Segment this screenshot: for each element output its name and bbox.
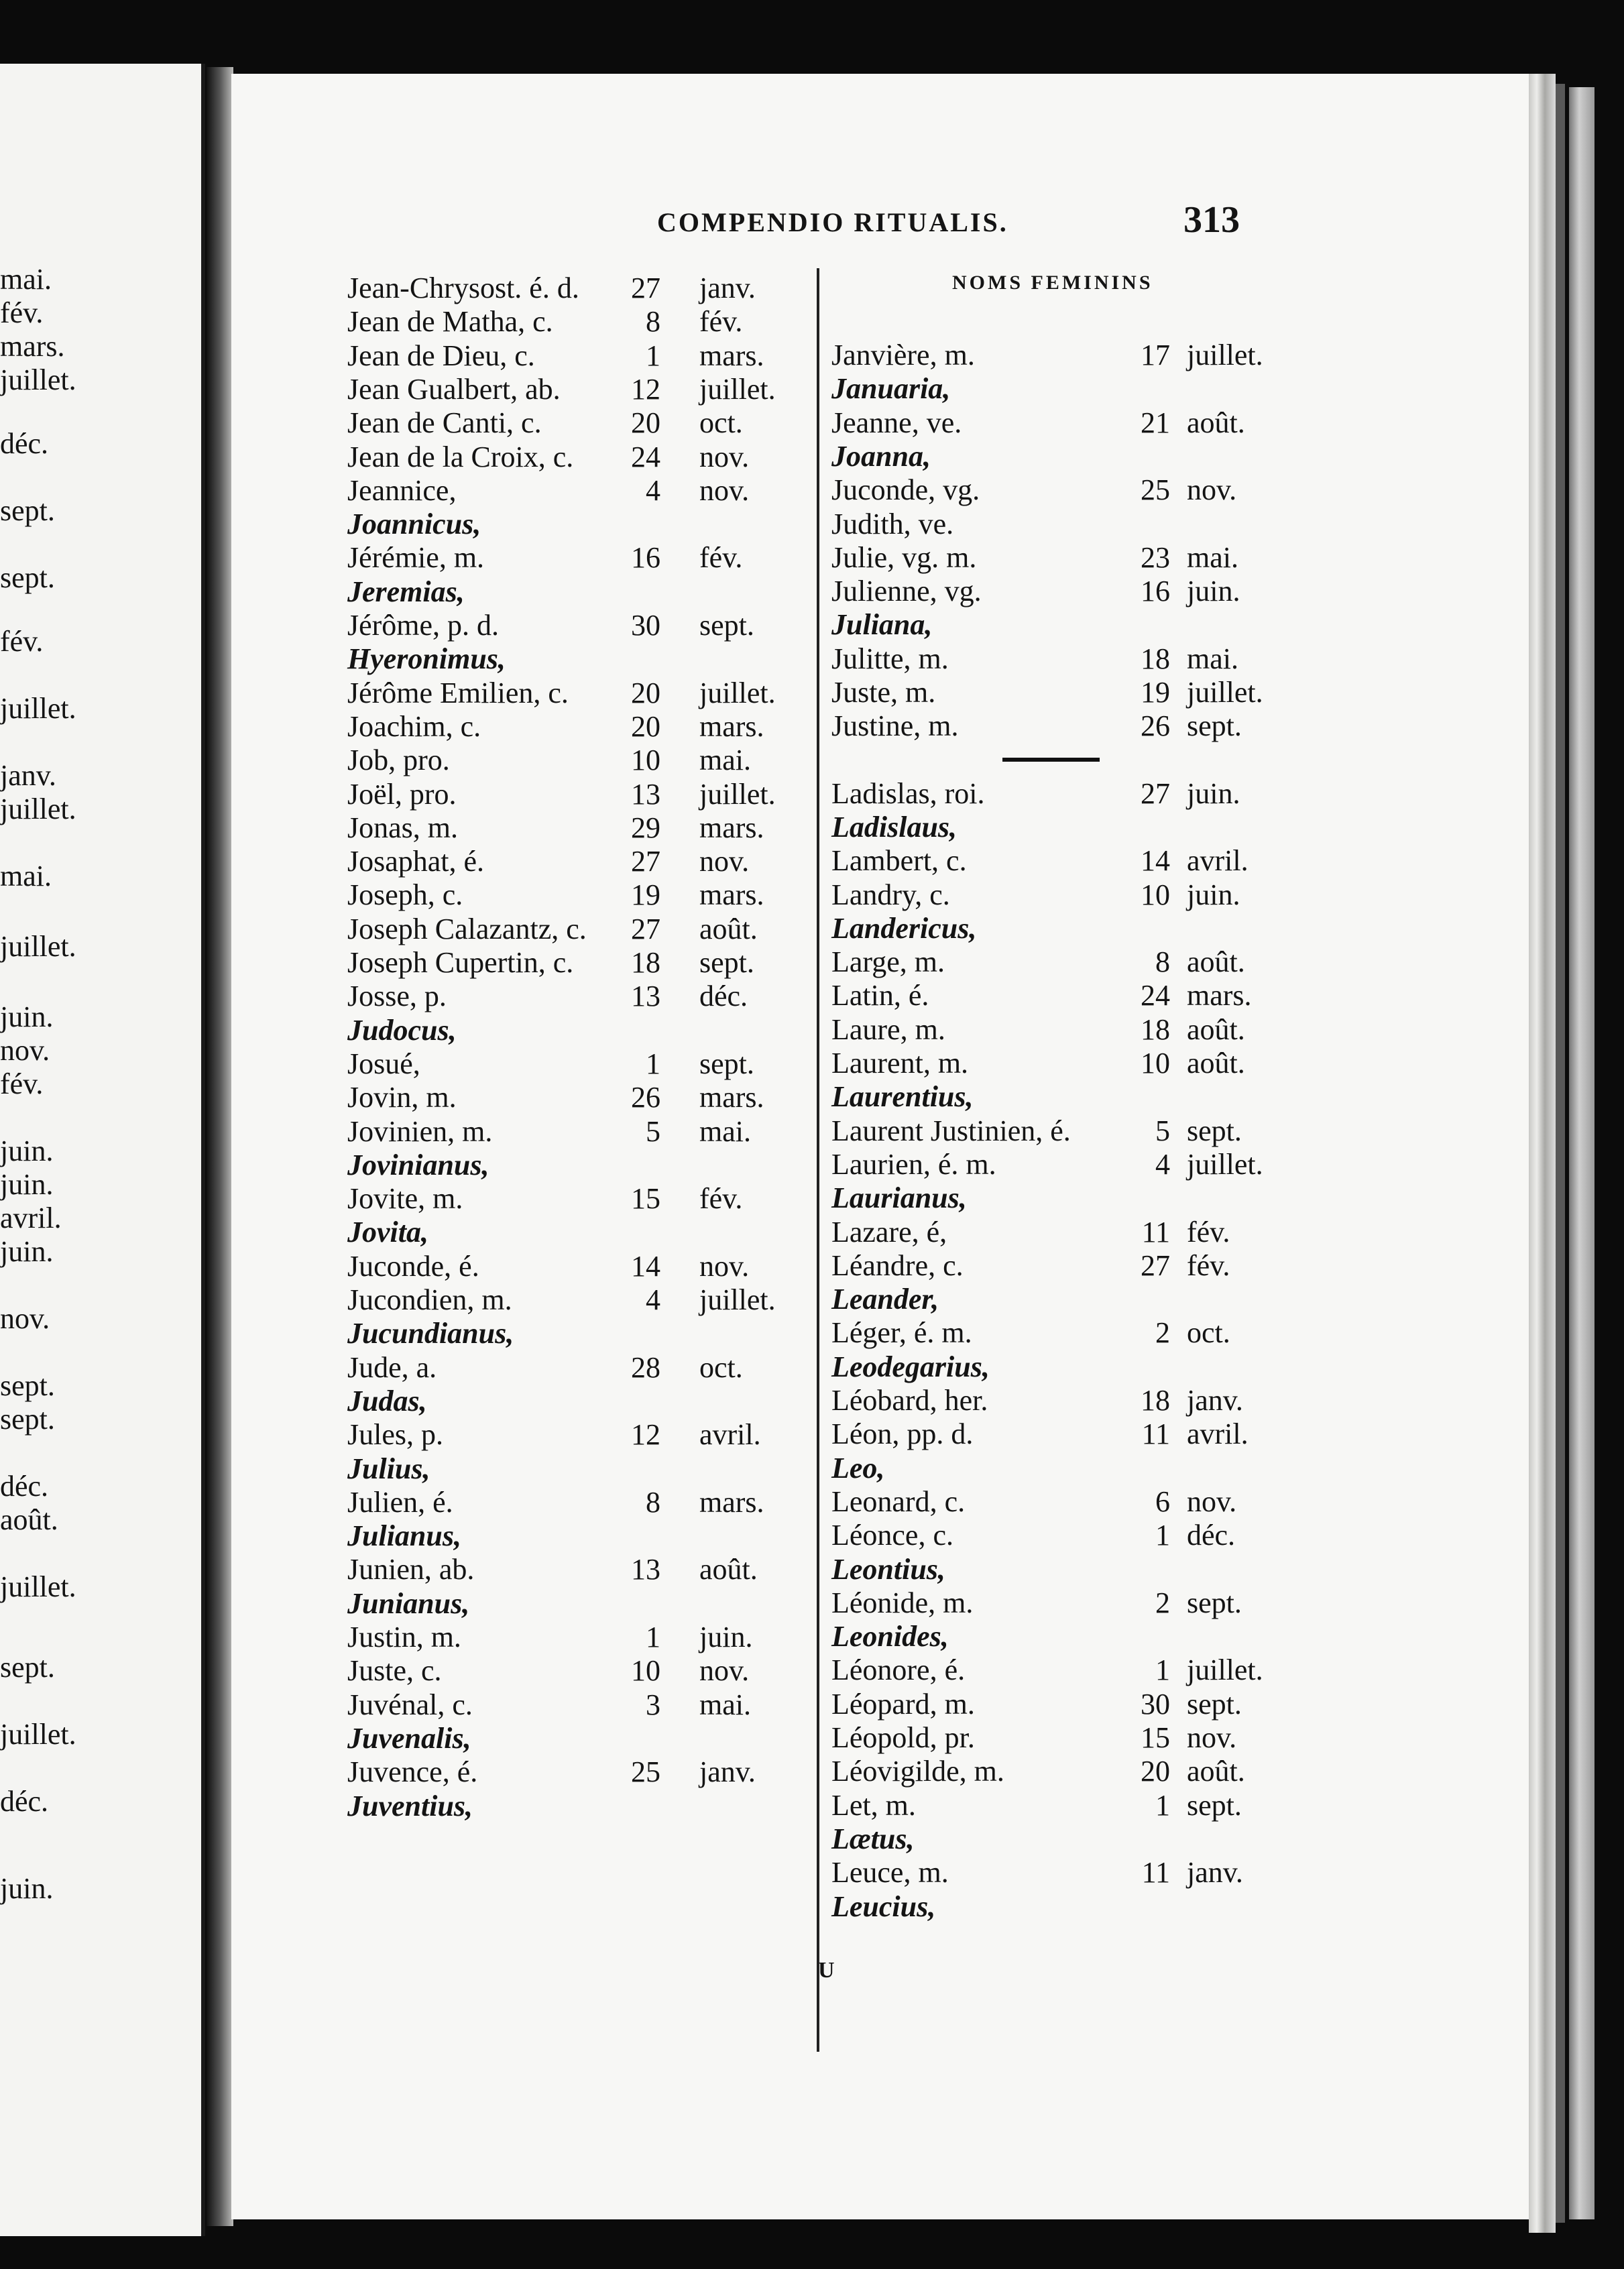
latin-name: Leonides, — [831, 1620, 949, 1653]
latin-name: Lætus, — [831, 1822, 915, 1855]
feast-month: avril. — [1187, 1417, 1249, 1451]
feast-month: nov. — [699, 440, 750, 473]
feast-month: mars. — [699, 1081, 764, 1114]
latin-name: Laurentius, — [831, 1080, 974, 1114]
left-page-text: déc. — [0, 1470, 49, 1503]
feast-month: nov. — [699, 845, 750, 878]
left-page-text: juillet. — [0, 1718, 76, 1751]
feast-day: 1 — [646, 1047, 660, 1080]
feast-day: 4 — [646, 473, 660, 507]
feast-month: sept. — [699, 946, 754, 979]
left-page-text: juillet. — [0, 930, 76, 963]
latin-name: Judas, — [347, 1384, 427, 1417]
saint-name: Julitte, m. — [831, 642, 949, 675]
left-page-text: sept. — [0, 1403, 55, 1436]
latin-name: Ladislaus, — [831, 810, 958, 843]
feast-day: 24 — [1141, 979, 1170, 1012]
feast-month: nov. — [1187, 473, 1237, 507]
saint-name: Léonide, m. — [831, 1586, 974, 1619]
feast-day: 15 — [631, 1182, 660, 1216]
saint-name: Josaphat, é. — [347, 845, 485, 878]
feast-month: fév. — [1187, 1248, 1230, 1282]
feast-day: 19 — [631, 878, 660, 912]
left-page-text: avril. — [0, 1202, 62, 1234]
feast-month: nov. — [699, 473, 750, 507]
feast-day: 20 — [1141, 1755, 1170, 1788]
saint-name: Juconde, vg. — [831, 473, 980, 507]
feast-month: juin. — [699, 1621, 753, 1653]
saint-name: Léonore, é. — [831, 1653, 966, 1687]
feast-month: juillet. — [1187, 1147, 1263, 1181]
feast-day: 16 — [1141, 575, 1170, 608]
feast-day: 1 — [1155, 1653, 1170, 1687]
feast-day: 26 — [1141, 709, 1170, 743]
feast-month: mars. — [1187, 979, 1252, 1012]
feast-day: 1 — [1155, 1788, 1170, 1822]
feast-month: nov. — [1187, 1721, 1237, 1754]
left-page-text: déc. — [0, 427, 49, 460]
saint-name: Justine, m. — [831, 709, 959, 743]
feast-day: 18 — [1141, 1384, 1170, 1417]
left-page-text: nov. — [0, 1302, 50, 1335]
latin-name: Jovita, — [347, 1216, 428, 1249]
latin-name: Judocus, — [347, 1013, 457, 1047]
latin-name: Juventius, — [347, 1789, 473, 1822]
latin-name: Julianus, — [347, 1519, 461, 1553]
feast-day: 18 — [1141, 1012, 1170, 1046]
saint-name: Jean de Dieu, c. — [347, 339, 535, 372]
left-page-text: juin. — [0, 1000, 54, 1033]
saint-name: Let, m. — [831, 1788, 916, 1822]
saint-name: Joachim, c. — [347, 709, 481, 743]
saint-name: Juste, c. — [347, 1654, 442, 1688]
latin-name: Juvenalis, — [347, 1721, 471, 1755]
saint-name: Landry, c. — [831, 878, 950, 911]
latin-name: Julius, — [347, 1452, 430, 1485]
feast-day: 29 — [631, 811, 660, 844]
left-page-text: nov. — [0, 1034, 50, 1067]
saint-name: Lambert, c. — [831, 844, 967, 878]
feast-month: août. — [1187, 1012, 1245, 1046]
saint-name: Jeannice, — [347, 473, 457, 507]
feast-month: sept. — [699, 609, 754, 642]
left-page-text: sept. — [0, 1369, 55, 1402]
feast-day: 10 — [631, 744, 660, 777]
feast-day: 11 — [1141, 1417, 1170, 1451]
latin-name: Leander, — [831, 1283, 939, 1316]
saint-name: Juvence, é. — [347, 1755, 478, 1789]
saint-name: Laurien, é. m. — [831, 1147, 996, 1181]
saint-name: Léopard, m. — [831, 1687, 975, 1721]
latin-name: Landericus, — [831, 911, 977, 945]
feast-day: 24 — [631, 440, 660, 473]
feast-month: août. — [1187, 1047, 1245, 1080]
saint-name: Joseph, c. — [347, 878, 463, 912]
feast-day: 14 — [631, 1249, 660, 1283]
latin-name: Jovinianus, — [347, 1148, 489, 1181]
feast-month: mars. — [699, 878, 764, 912]
feast-month: déc. — [1187, 1519, 1236, 1552]
saint-name: Léopold, pr. — [831, 1721, 975, 1754]
feast-day: 30 — [1141, 1687, 1170, 1721]
feast-day: 12 — [631, 372, 660, 406]
saint-name: Léonce, c. — [831, 1519, 953, 1552]
saint-name: Laure, m. — [831, 1012, 945, 1046]
saint-name: Jérémie, m. — [347, 541, 485, 575]
saint-name: Laurent Justinien, é. — [831, 1114, 1071, 1147]
feast-month: avril. — [1187, 844, 1249, 878]
latin-name: Joanna, — [831, 439, 931, 473]
feast-month: mars. — [699, 811, 764, 844]
feast-month: fév. — [699, 541, 743, 575]
section-title: NOMS FEMININS — [952, 272, 1153, 294]
saint-name: Judith, ve. — [831, 507, 954, 540]
gutter-shadow — [207, 67, 233, 2226]
feast-day: 27 — [631, 845, 660, 878]
feast-month: fév. — [699, 1182, 743, 1216]
feast-day: 20 — [631, 406, 660, 440]
feast-month: août. — [1187, 406, 1245, 439]
feast-month: juillet. — [699, 372, 776, 406]
saint-name: Léger, é. m. — [831, 1316, 972, 1350]
feast-day: 16 — [631, 541, 660, 575]
page-edge-dark — [1556, 84, 1565, 2223]
saint-name: Latin, é. — [831, 979, 929, 1012]
saint-name: Jean de Canti, c. — [347, 406, 542, 440]
saint-name: Jean de Matha, c. — [347, 305, 553, 339]
latin-name: Joannicus, — [347, 508, 481, 541]
saint-name: Ladislas, roi. — [831, 776, 985, 810]
feast-month: fév. — [699, 305, 743, 339]
feast-day: 5 — [1155, 1114, 1170, 1147]
feast-day: 27 — [1141, 1248, 1170, 1282]
feast-month: oct. — [699, 1350, 743, 1384]
saint-name: Large, m. — [831, 945, 945, 979]
feast-day: 5 — [646, 1114, 660, 1148]
saint-name: Jean Gualbert, ab. — [347, 372, 561, 406]
latin-name: Januaria, — [831, 372, 951, 406]
saint-name: Léobard, her. — [831, 1384, 988, 1417]
saint-name: Leonard, c. — [831, 1485, 966, 1518]
saint-name: Jean-Chrysost. é. d. — [347, 272, 579, 304]
feast-month: janv. — [1187, 1384, 1243, 1417]
left-page-text: déc. — [0, 1785, 49, 1818]
feast-day: 14 — [1141, 844, 1170, 878]
feast-day: 17 — [1141, 339, 1170, 371]
feast-day: 21 — [1141, 406, 1170, 439]
running-head: COMPENDIO RITUALIS. — [657, 207, 1008, 237]
saint-name: Juste, m. — [831, 676, 936, 709]
feast-month: mars. — [699, 1485, 764, 1519]
left-page-text: sept. — [0, 1651, 55, 1684]
feast-month: juillet. — [1187, 339, 1263, 371]
feast-day: 13 — [631, 1553, 660, 1586]
feast-month: mars. — [699, 709, 764, 743]
left-page-text: sept. — [0, 494, 55, 527]
feast-month: août. — [1187, 945, 1245, 979]
left-page-text: juin. — [0, 1168, 54, 1201]
feast-day: 26 — [631, 1081, 660, 1114]
saint-name: Jean de la Croix, c. — [347, 440, 574, 473]
feast-month: août. — [1187, 1755, 1245, 1788]
latin-name: Junianus, — [347, 1586, 470, 1620]
feast-day: 23 — [1141, 540, 1170, 574]
feast-month: juin. — [1187, 575, 1240, 608]
feast-day: 27 — [631, 912, 660, 945]
feast-month: sept. — [1187, 1114, 1242, 1147]
column-divider — [817, 268, 819, 2052]
feast-day: 2 — [1155, 1586, 1170, 1619]
feast-day: 4 — [646, 1283, 660, 1316]
feast-day: 20 — [631, 709, 660, 743]
feast-day: 3 — [646, 1688, 660, 1721]
left-page-text: août. — [0, 1503, 58, 1536]
feast-day: 11 — [1141, 1856, 1170, 1889]
feast-day: 27 — [631, 272, 660, 304]
saint-name: Julien, é. — [347, 1485, 453, 1519]
left-page-text: juin. — [0, 1235, 54, 1268]
page-edge-outer — [1569, 87, 1594, 2219]
feast-day: 6 — [1155, 1485, 1170, 1518]
left-page-text: juillet. — [0, 1570, 76, 1603]
left-page-fragment — [0, 64, 205, 2236]
saint-name: Job, pro. — [347, 744, 450, 777]
left-page-text: janv. — [0, 759, 56, 792]
feast-month: janv. — [699, 1755, 756, 1789]
feast-month: nov. — [699, 1654, 750, 1688]
feast-month: mars. — [699, 339, 764, 372]
feast-month: juin. — [1187, 878, 1240, 911]
feast-month: juillet. — [699, 676, 776, 709]
feast-day: 8 — [646, 1485, 660, 1519]
feast-day: 13 — [631, 980, 660, 1013]
feast-month: juillet. — [699, 777, 776, 811]
feast-month: nov. — [1187, 1485, 1237, 1518]
feast-day: 25 — [1141, 473, 1170, 507]
saint-name: Joël, pro. — [347, 777, 457, 811]
saint-name: Jérôme, p. d. — [347, 609, 500, 642]
saint-name: Jules, p. — [347, 1418, 443, 1452]
feast-day: 10 — [1141, 1047, 1170, 1080]
feast-day: 1 — [646, 1621, 660, 1653]
feast-month: nov. — [699, 1249, 750, 1283]
left-page-text: juillet. — [0, 692, 76, 725]
saint-name: Léon, pp. d. — [831, 1417, 974, 1451]
feast-month: mai. — [699, 744, 751, 777]
saint-name: Janvière, m. — [831, 339, 975, 371]
saint-name: Jovite, m. — [347, 1182, 463, 1216]
left-page-text: fév. — [0, 1067, 44, 1100]
feast-day: 12 — [631, 1418, 660, 1452]
feast-day: 10 — [1141, 878, 1170, 911]
latin-name: Hyeronimus, — [347, 642, 506, 676]
latin-name: Jeremias, — [347, 575, 465, 608]
feast-day: 11 — [1141, 1215, 1170, 1248]
latin-name: Leontius, — [831, 1552, 945, 1586]
feast-day: 2 — [1155, 1316, 1170, 1350]
feast-month: mai. — [699, 1688, 751, 1721]
feast-day: 20 — [631, 676, 660, 709]
feast-month: août. — [699, 1553, 758, 1586]
feast-day: 8 — [1155, 945, 1170, 979]
saint-name: Juvénal, c. — [347, 1688, 473, 1721]
saint-name: Junien, ab. — [347, 1553, 475, 1586]
left-page-text: juillet. — [0, 363, 76, 396]
saint-name: Lazare, é, — [831, 1215, 947, 1248]
left-page-text: fév. — [0, 296, 44, 329]
feast-month: juillet. — [1187, 676, 1263, 709]
page-edge — [1529, 74, 1556, 2233]
left-page-text: juin. — [0, 1134, 54, 1167]
feast-day: 18 — [631, 946, 660, 979]
feast-day: 18 — [1141, 642, 1170, 675]
feast-day: 13 — [631, 777, 660, 811]
feast-month: sept. — [1187, 1687, 1242, 1721]
feast-month: mai. — [699, 1114, 751, 1148]
feast-month: oct. — [699, 406, 743, 440]
feast-day: 4 — [1155, 1147, 1170, 1181]
page-number: 313 — [1183, 199, 1240, 241]
feast-month: déc. — [699, 980, 748, 1013]
feast-month: avril. — [699, 1418, 761, 1452]
feast-month: juillet. — [699, 1283, 776, 1316]
latin-name: Leucius, — [831, 1889, 936, 1923]
saint-name: Léovigilde, m. — [831, 1755, 1004, 1788]
left-page-text: juin. — [0, 1872, 54, 1905]
feast-day: 15 — [1141, 1721, 1170, 1754]
feast-month: fév. — [1187, 1215, 1230, 1248]
saint-name: Leuce, m. — [831, 1856, 949, 1889]
feast-day: 19 — [1141, 676, 1170, 709]
feast-day: 30 — [631, 609, 660, 642]
saint-name: Jonas, m. — [347, 811, 458, 844]
feast-day: 27 — [1141, 776, 1170, 810]
saint-name: Jovinien, m. — [347, 1114, 493, 1148]
saint-name: Josse, p. — [347, 980, 447, 1013]
saint-name: Joseph Calazantz, c. — [347, 912, 587, 945]
feast-month: août. — [699, 912, 758, 945]
latin-name: Juliana, — [831, 608, 933, 642]
feast-month: oct. — [1187, 1316, 1230, 1350]
feast-month: juillet. — [1187, 1653, 1263, 1687]
saint-name: Jeanne, ve. — [831, 406, 962, 439]
saint-name: Julienne, vg. — [831, 575, 982, 608]
saint-name: Josué, — [347, 1047, 420, 1080]
feast-day: 28 — [631, 1350, 660, 1384]
feast-day: 10 — [631, 1654, 660, 1688]
feast-month: juin. — [1187, 776, 1240, 810]
feast-day: 1 — [1155, 1519, 1170, 1552]
feast-day: 1 — [646, 339, 660, 372]
feast-day: 8 — [646, 305, 660, 339]
saint-name: Juconde, é. — [347, 1249, 479, 1283]
feast-month: sept. — [1187, 1586, 1242, 1619]
latin-name: Leo, — [831, 1451, 885, 1485]
feast-month: sept. — [1187, 709, 1242, 743]
feast-month: janv. — [1187, 1856, 1243, 1889]
signature-mark: U — [818, 1958, 835, 1983]
latin-name: Leodegarius, — [831, 1350, 990, 1383]
left-page-text: mai. — [0, 860, 52, 892]
feast-month: janv. — [699, 272, 756, 304]
left-page-text: mai. — [0, 263, 52, 296]
saint-name: Jude, a. — [347, 1350, 437, 1384]
saint-name: Joseph Cupertin, c. — [347, 946, 574, 979]
section-separator — [1002, 758, 1100, 762]
saint-name: Léandre, c. — [831, 1248, 964, 1282]
saint-name: Laurent, m. — [831, 1047, 969, 1080]
feast-day: 25 — [631, 1755, 660, 1789]
feast-month: mai. — [1187, 540, 1238, 574]
saint-name: Justin, m. — [347, 1621, 461, 1653]
left-page-text: sept. — [0, 561, 55, 594]
latin-name: Laurianus, — [831, 1181, 967, 1215]
latin-name: Jucundianus, — [347, 1317, 514, 1350]
feast-month: sept. — [1187, 1788, 1242, 1822]
saint-name: Jovin, m. — [347, 1081, 457, 1114]
feast-month: mai. — [1187, 642, 1238, 675]
saint-name: Julie, vg. m. — [831, 540, 977, 574]
saint-name: Jérôme Emilien, c. — [347, 676, 569, 709]
feast-month: sept. — [699, 1047, 754, 1080]
left-page-text: juillet. — [0, 793, 76, 825]
left-page-text: fév. — [0, 625, 44, 658]
saint-name: Jucondien, m. — [347, 1283, 512, 1316]
left-page-text: mars. — [0, 330, 65, 363]
